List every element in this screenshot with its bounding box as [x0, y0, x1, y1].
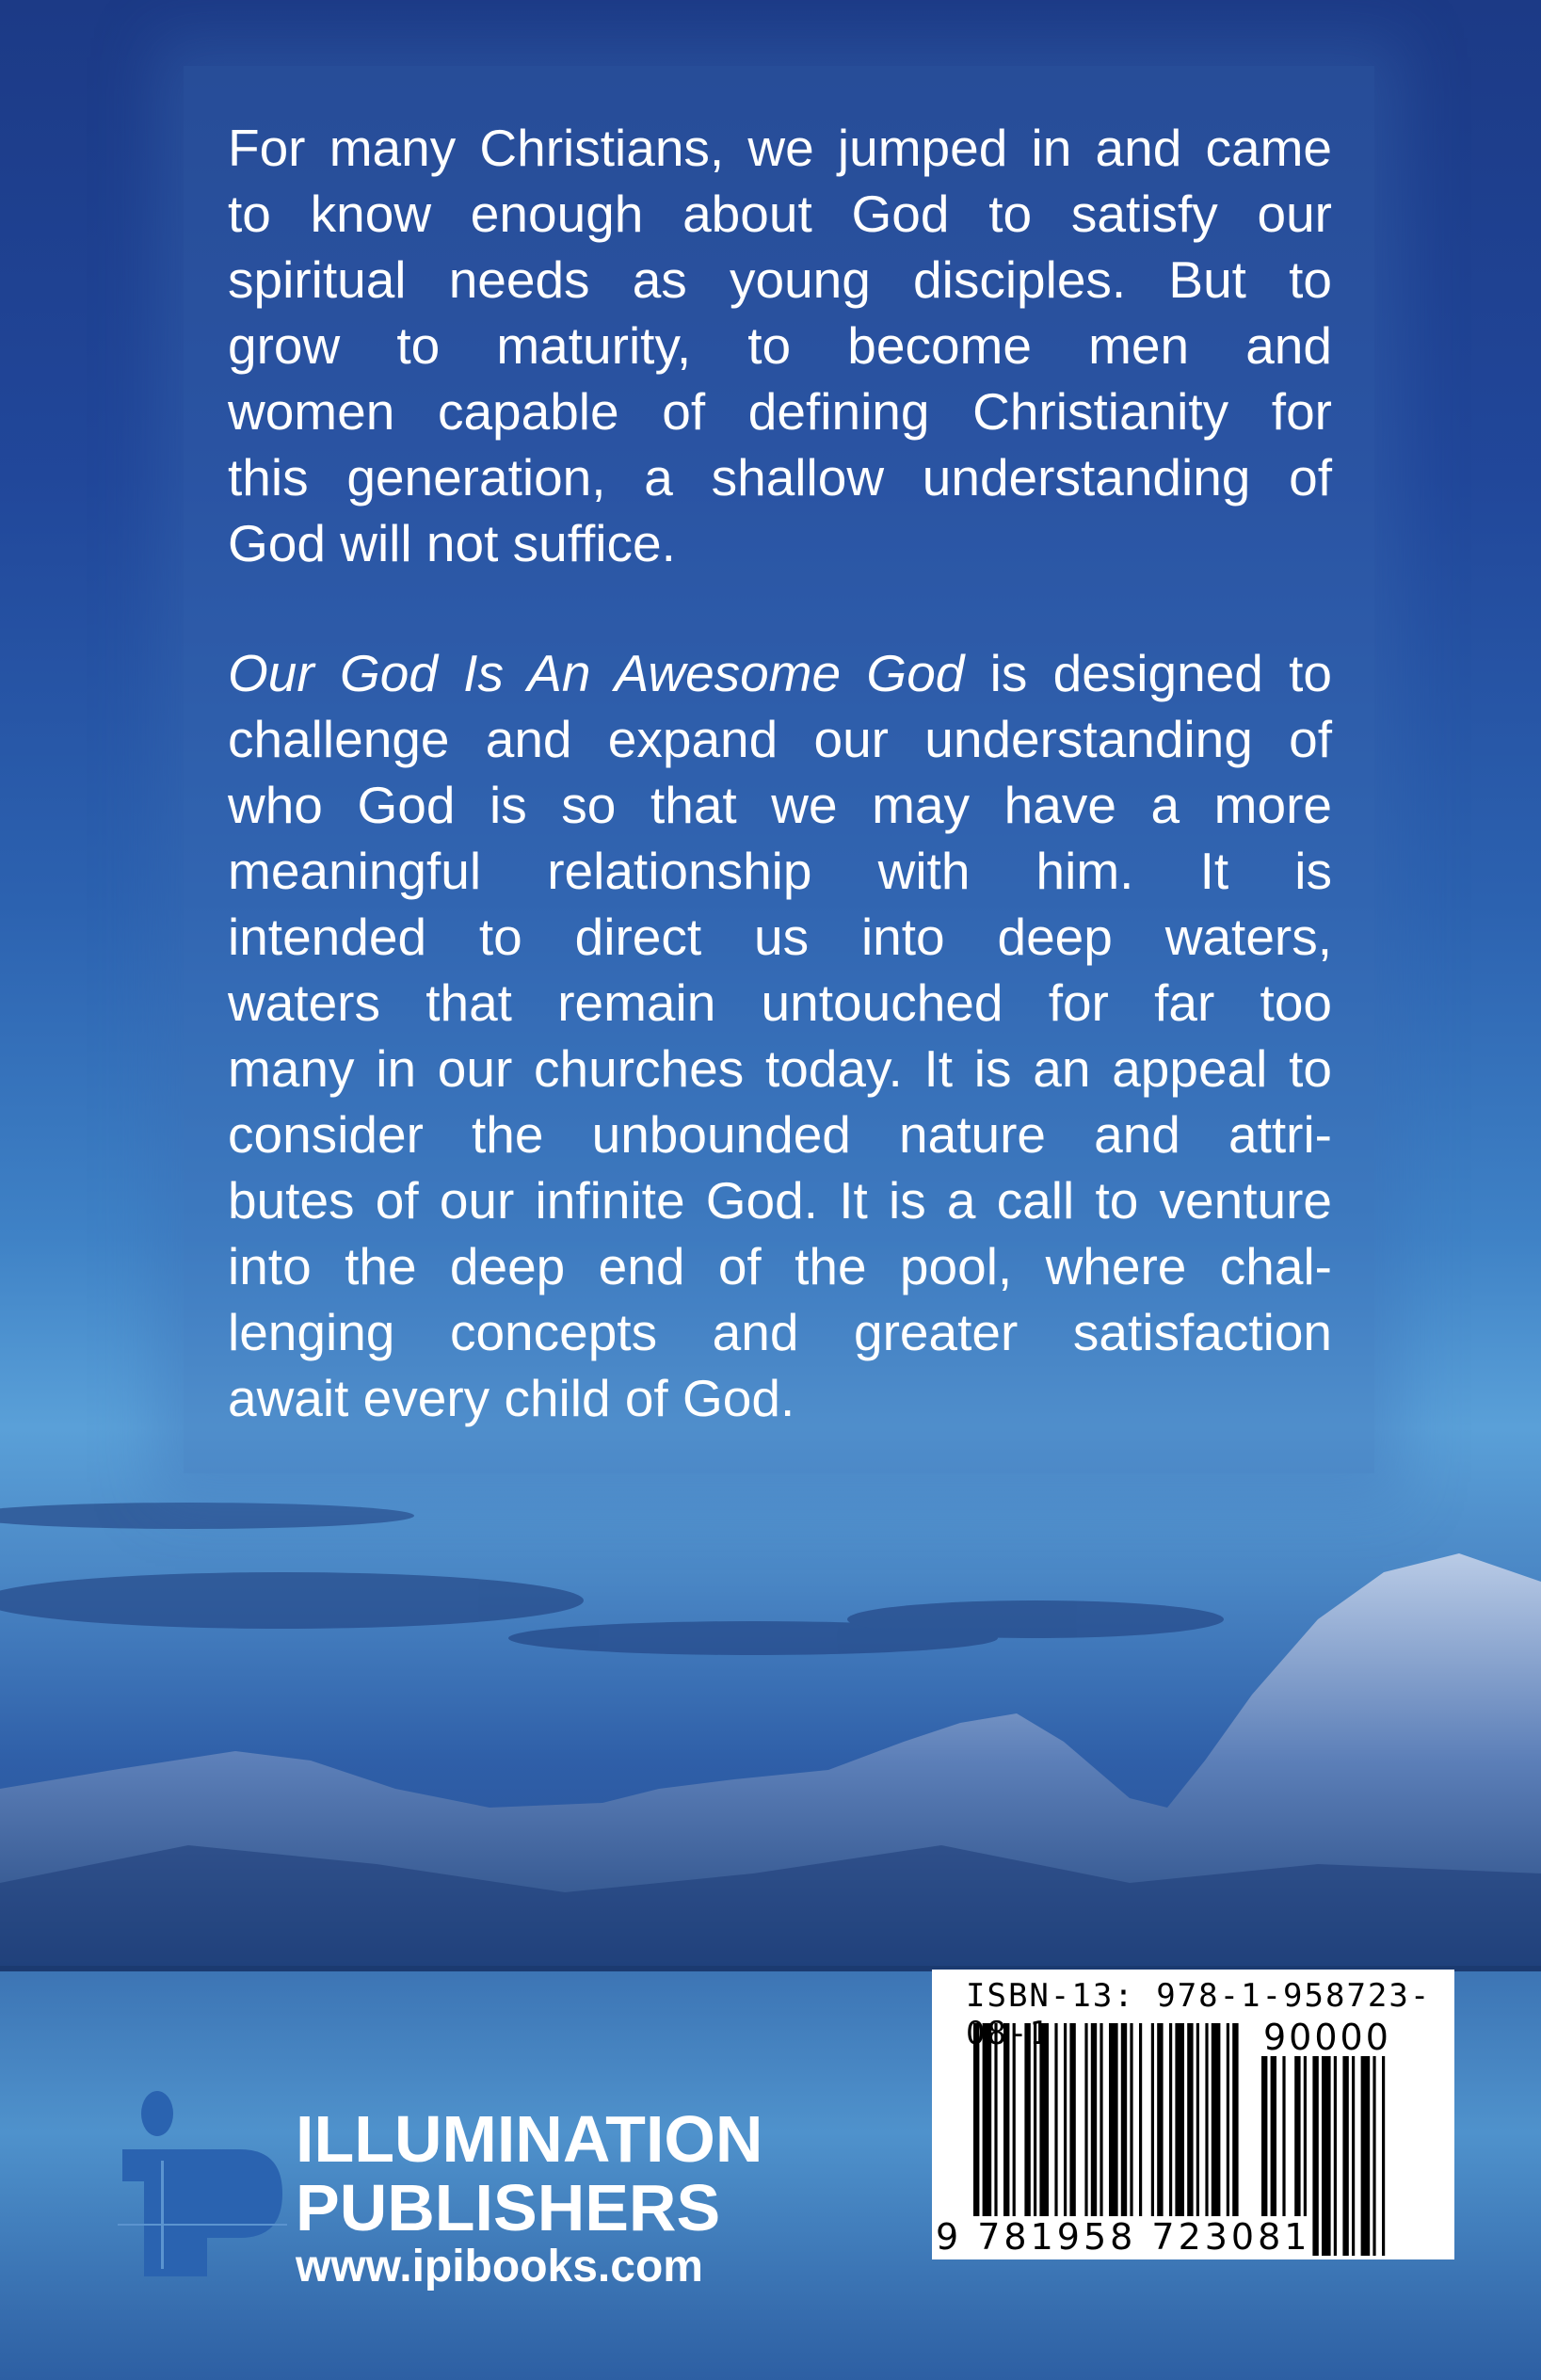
barcode-bar	[1024, 2023, 1030, 2240]
barcode-addon-bar	[1334, 2056, 1337, 2256]
barcode-addon-bar	[1342, 2056, 1348, 2256]
barcode-bar	[1100, 2023, 1102, 2240]
blurb-line: await every child of God.	[228, 1369, 795, 1427]
barcode-bar	[1013, 2023, 1016, 2240]
barcode-bar	[1205, 2023, 1208, 2240]
barcode-bar	[1034, 2023, 1036, 2240]
blurb-line: meaningful relationship with him. It is	[228, 842, 1332, 900]
barcode-bar	[1169, 2023, 1172, 2240]
blurb-line: God will not suffice.	[228, 514, 676, 572]
blurb-line: is designed to	[964, 644, 1332, 702]
ean-digits: 9 781958 723081	[936, 2216, 1311, 2258]
blurb-line: intended to direct us into deep waters,	[228, 908, 1332, 966]
barcode-bar	[1196, 2023, 1199, 2240]
barcode-bar	[1232, 2023, 1238, 2240]
blurb-line: who God is so that we may have a more	[228, 776, 1332, 834]
publisher-website: www.ipibooks.com	[296, 2242, 703, 2292]
barcode-bar	[1151, 2023, 1154, 2240]
publisher-name-line2: PUBLISHERS	[296, 2171, 721, 2244]
price-code: 90000	[1263, 2017, 1391, 2058]
blurb-paragraph-1	[228, 115, 1332, 576]
blurb-line: lenging concepts and greater satisfaction	[228, 1303, 1332, 1361]
barcode-bar	[1003, 2023, 1009, 2240]
ip-logo-icon	[118, 2085, 287, 2283]
blurb-line: women capable of defining Christianity for	[228, 382, 1332, 441]
blurb-line: spiritual needs as young disciples. But to	[228, 250, 1332, 309]
barcode-bar	[1212, 2023, 1221, 2240]
blurb-line: many in our churches today. It is an appeal to	[228, 1039, 1332, 1098]
blurb-line: consider the unbounded nature and attri-	[228, 1105, 1332, 1164]
barcode-addon-bar	[1382, 2056, 1385, 2256]
blurb-line: into the deep end of the pool, where chal-	[228, 1237, 1332, 1295]
blurb-line: challenge and expand our understanding of	[228, 710, 1332, 768]
barcode-bar	[1069, 2023, 1075, 2240]
book-title: Our God Is An Awesome God	[228, 644, 965, 702]
barcode-bar	[1175, 2023, 1184, 2240]
blurb-line: For many Christians, we jumped in and came	[228, 119, 1332, 177]
barcode-addon-bar	[1361, 2056, 1371, 2256]
barcode-bar	[1039, 2023, 1049, 2240]
barcode-bar	[1064, 2023, 1067, 2240]
clouds	[0, 1503, 1224, 1655]
blurb-line: to know enough about God to satisfy our	[228, 185, 1332, 243]
isbn-label: ISBN-13: 978-1-958723-08-1	[966, 1977, 1432, 2052]
barcode-addon-bar	[1312, 2056, 1318, 2256]
isbn-barcode	[932, 1970, 1454, 2259]
blurb-line: this generation, a shallow understanding of	[228, 448, 1332, 507]
blurb-line: waters that remain untouched for far too	[228, 973, 1332, 1032]
barcode-bar	[1139, 2023, 1142, 2240]
barcode-bar	[1091, 2023, 1097, 2240]
blurb-line: grow to maturity, to become men and	[228, 316, 1332, 375]
publisher-name-line1: ILLUMINATION	[296, 2102, 763, 2176]
barcode-bar	[1084, 2023, 1087, 2240]
barcode-bar	[1054, 2023, 1057, 2240]
barcode-bar	[1121, 2023, 1127, 2240]
blurb-paragraph-2	[228, 640, 1332, 1431]
barcode-bar	[994, 2023, 997, 2240]
barcode-addon-bar	[1322, 2056, 1331, 2256]
barcode-bar	[1130, 2023, 1132, 2240]
barcode-addon-bar	[1352, 2056, 1355, 2256]
barcode-bar	[1187, 2023, 1193, 2240]
barcode-bar	[1227, 2023, 1229, 2240]
blurb-line: butes of our infinite God. It is a call to venture	[228, 1171, 1332, 1230]
barcode-bar	[1157, 2023, 1163, 2240]
barcode-addon-bar	[1372, 2056, 1375, 2256]
barcode-bar	[1109, 2023, 1118, 2240]
